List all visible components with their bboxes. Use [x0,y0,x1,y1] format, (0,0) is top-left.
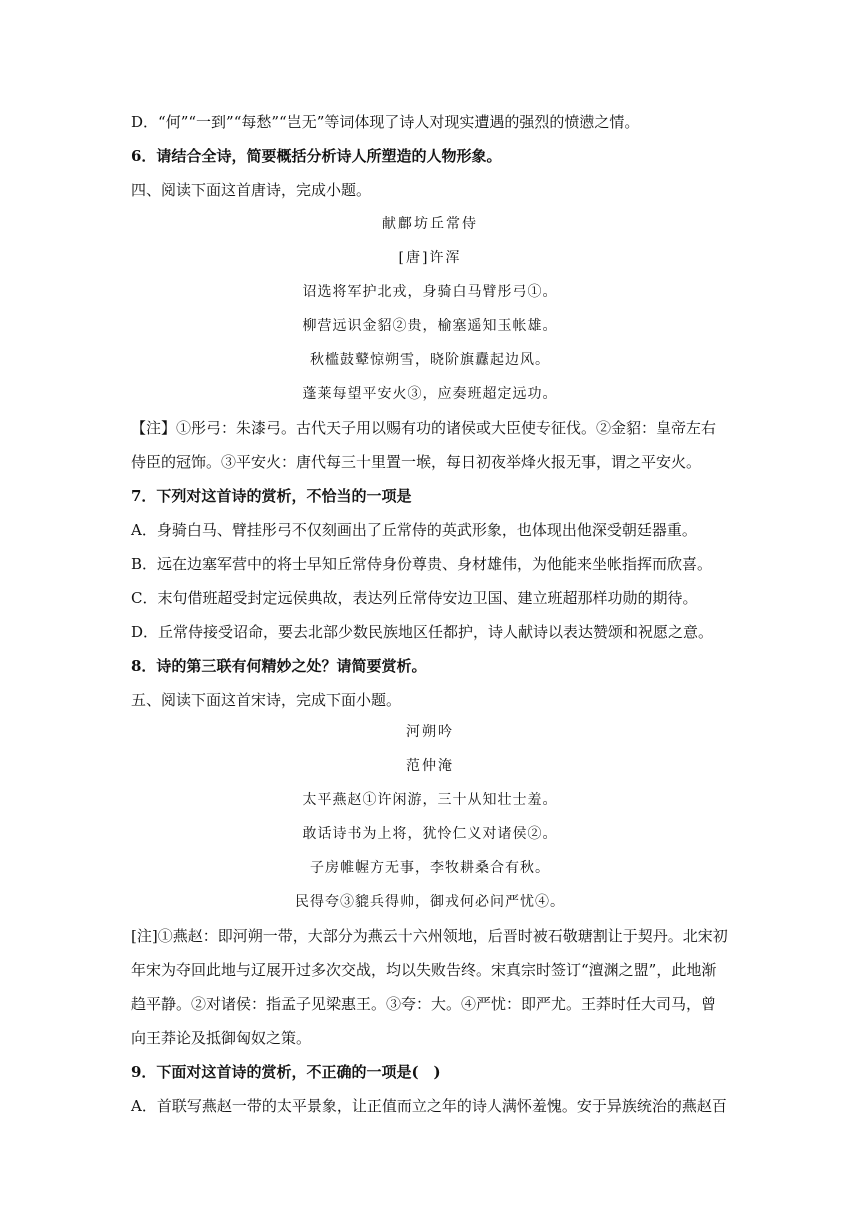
poem-2-line-1: 太平燕赵①许闲游，三十从知壮士羞。 [302,792,558,808]
question-8: 8．诗的第三联有何精妙之处？请简要赏析。 [131,657,427,675]
question-9: 9．下面对这首诗的赏析，不正确的一项是( ) [131,1063,441,1081]
question-7: 7．下列对这首诗的赏析，不恰当的一项是 [131,487,412,505]
poem-title-2: 河朔吟 [406,724,454,740]
poem-1-line-3: 秋槛鼓鼙惊朔雪，晓阶旗纛起边风。 [310,352,550,368]
option-d-q7: D．丘常侍接受诏命，要去北部少数民族地区任都护，诗人献诗以表达赞颂和祝愿之意。 [131,623,714,641]
poem-1-notes-line-2: 侍臣的冠饰。③平安火：唐代每三十里置一堠，每日初夜举烽火报无事，谓之平安火。 [131,453,702,471]
poem-2-line-4: 民得夸③貔兵得帅，御戎何必问严忧④。 [295,894,565,910]
question-6: 6．请结合全诗，简要概括分析诗人所塑造的人物形象。 [131,147,502,165]
poem-1-line-1: 诏选将军护北戎，身骑白马臂彤弓①。 [302,284,558,300]
poem-2-notes-line-1: [注]①燕赵：即河朔一带，大部分为燕云十六州领地，后晋时被石敬瑭割让于契丹。北宋初 [131,927,728,945]
poem-2-notes-line-4: 向王莽论及抵御匈奴之策。 [131,1029,312,1047]
poem-2-notes-line-2: 年宋为夺回此地与辽展开过多次交战，均以失败告终。宋真宗时签订“澶渊之盟”，此地渐 [131,961,717,979]
poem-2-line-2: 敢话诗书为上将，犹怜仁义对诸侯②。 [302,826,558,842]
option-a-q9: A．首联写燕赵一带的太平景象，让正值而立之年的诗人满怀羞愧。安于异族统治的燕赵百 [131,1097,727,1115]
option-d-q5: D．“何”“一到”“每愁”“岂无”等词体现了诗人对现实遭遇的强烈的愤懑之情。 [131,113,640,131]
section-5-heading: 五、阅读下面这首宋诗，完成下面小题。 [131,691,402,709]
poem-author-1: [唐]许浑 [398,250,462,266]
poem-author-2: 范仲淹 [406,758,454,774]
poem-2-notes-line-3: 趋平静。②对诸侯：指孟子见梁惠王。③夸：大。④严忧：即严尤。王莽时任大司马，曾 [131,995,717,1013]
poem-1-line-2: 柳营远识金貂②贵，榆塞遥知玉帐雄。 [302,318,558,334]
poem-1-notes-line-1: 【注】①彤弓：朱漆弓。古代天子用以赐有功的诸侯或大臣使专征伐。②金貂：皇帝左右 [131,419,717,437]
poem-1-line-4: 蓬莱每望平安火③，应奏班超定远功。 [302,386,558,402]
option-a-q7: A．身骑白马、臂挂彤弓不仅刻画出了丘常侍的英武形象，也体现出他深受朝廷器重。 [131,521,697,539]
poem-title-1: 献鄜坊丘常侍 [382,216,478,232]
poem-2-line-3: 子房帷幄方无事，李牧耕桑合有秋。 [310,860,550,876]
section-4-heading: 四、阅读下面这首唐诗，完成小题。 [131,181,372,199]
option-c-q7: C．末句借班超受封定远侯典故，表达列丘常侍安边卫国、建立班超那样功勋的期待。 [131,589,698,607]
option-b-q7: B．远在边塞军营中的将士早知丘常侍身份尊贵、身材雄伟，为他能来坐帐指挥而欣喜。 [131,555,713,573]
